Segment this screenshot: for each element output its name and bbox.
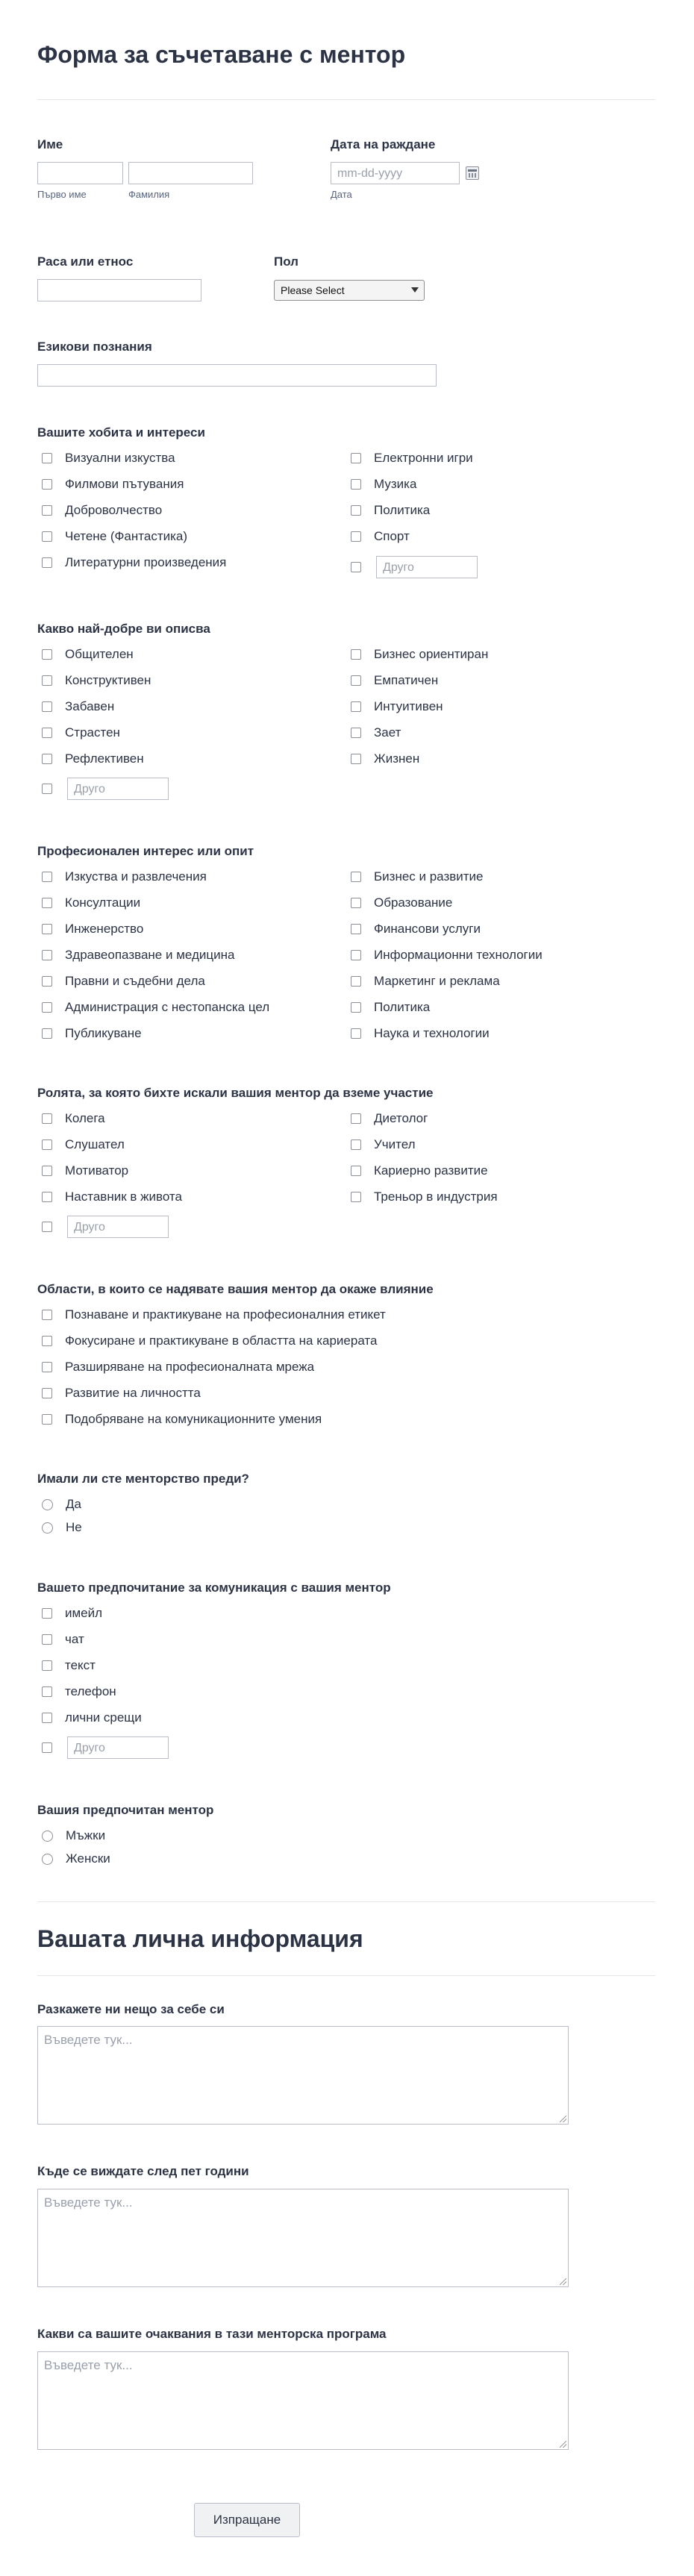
checkbox[interactable]	[42, 728, 52, 738]
communication-label: Вашето предпочитание за комуникация с вашия ментор	[37, 1581, 391, 1595]
checkbox[interactable]	[42, 1660, 52, 1671]
resize-handle-icon[interactable]	[560, 2441, 566, 2448]
role-label: Ролята, за която бихте искали вашия ментор да вземе участие	[37, 1086, 434, 1100]
checkbox[interactable]	[42, 675, 52, 686]
gender-label: Пол	[274, 254, 298, 269]
previous-label: Имали ли сте менторство преди?	[37, 1472, 249, 1486]
professional-option[interactable]: Правни и съдебни дела	[42, 974, 205, 989]
checkbox[interactable]	[351, 950, 361, 960]
role-option[interactable]: Диетолог	[351, 1111, 428, 1126]
checkbox[interactable]	[351, 976, 361, 987]
checkbox[interactable]	[351, 675, 361, 686]
checkbox[interactable]	[42, 1414, 52, 1425]
checkbox[interactable]	[351, 649, 361, 660]
expectations-label: Какви са вашите очаквания в тази менторска програма	[37, 2327, 387, 2341]
checkbox[interactable]	[42, 1139, 52, 1150]
radio[interactable]	[42, 1499, 53, 1510]
professional-option[interactable]: Инженерство	[42, 922, 143, 937]
checkbox[interactable]	[42, 1192, 52, 1202]
describe-option[interactable]: Интуитивен	[351, 699, 443, 714]
checkbox[interactable]	[351, 728, 361, 738]
divider	[37, 1975, 655, 1976]
describe-option[interactable]: Емпатичен	[351, 673, 438, 688]
last-name-input[interactable]	[128, 162, 253, 184]
role-option[interactable]: Слушател	[42, 1137, 125, 1152]
describe-option[interactable]: Забавен	[42, 699, 114, 714]
divider	[37, 1901, 655, 1902]
checkbox[interactable]	[42, 531, 52, 542]
checkbox[interactable]	[351, 701, 361, 712]
chevron-down-icon	[411, 287, 419, 293]
role-option[interactable]: Треньор в индустрия	[351, 1189, 498, 1204]
divider	[37, 99, 655, 100]
areas-label: Области, в които се надявате вашия ментор да окаже влияние	[37, 1282, 434, 1296]
checkbox[interactable]	[42, 1166, 52, 1176]
checkbox[interactable]	[42, 1113, 52, 1124]
race-input[interactable]	[37, 279, 201, 301]
hobby-option[interactable]: Електронни игри	[351, 451, 473, 466]
professional-option[interactable]: Здравеопазване и медицина	[42, 948, 234, 963]
first-name-sublabel: Първо име	[37, 189, 87, 200]
describe-other-option[interactable]	[42, 784, 65, 794]
preferred-option-male[interactable]: Мъжки	[42, 1828, 105, 1843]
languages-input[interactable]	[37, 364, 437, 387]
professional-option[interactable]: Финансови услуги	[351, 922, 481, 937]
professional-option[interactable]: Консултации	[42, 895, 140, 910]
race-label: Раса или етнос	[37, 254, 134, 269]
checkbox[interactable]	[351, 754, 361, 764]
radio[interactable]	[42, 1854, 53, 1865]
professional-option[interactable]: Образование	[351, 895, 452, 910]
communication-option[interactable]: имейл	[42, 1606, 102, 1621]
hobby-option[interactable]: Четене (Фантастика)	[42, 529, 187, 544]
hobby-other-option[interactable]	[351, 562, 374, 572]
areas-option[interactable]: Подобряване на комуникационните умения	[42, 1412, 322, 1427]
checkbox[interactable]	[351, 1028, 361, 1039]
professional-option[interactable]: Маркетинг и реклама	[351, 974, 500, 989]
role-option[interactable]: Колега	[42, 1111, 105, 1126]
checkbox[interactable]	[42, 924, 52, 934]
role-option[interactable]: Учител	[351, 1137, 416, 1152]
preferred-label: Вашия предпочитан ментор	[37, 1803, 214, 1817]
name-label: Име	[37, 137, 63, 151]
hobby-option[interactable]: Музика	[351, 477, 416, 492]
professional-option[interactable]: Информационни технологии	[351, 948, 543, 963]
birth-date-placeholder: mm-dd-yyyy	[337, 167, 403, 180]
communication-other-input[interactable]: Друго	[67, 1736, 169, 1759]
professional-label: Професионален интерес или опит	[37, 844, 254, 858]
checkbox[interactable]	[42, 1608, 52, 1619]
about-yourself-textarea[interactable]: Въведете тук...	[37, 2026, 569, 2125]
checkbox[interactable]	[42, 754, 52, 764]
birth-date-label: Дата на раждане	[331, 137, 436, 151]
hobby-option[interactable]: Визуални изкуства	[42, 451, 175, 466]
professional-option[interactable]: Публикуване	[42, 1026, 142, 1041]
describe-option[interactable]: Рефлективен	[42, 751, 144, 766]
checkbox[interactable]	[351, 1166, 361, 1176]
five-years-label: Къде се виждате след пет години	[37, 2164, 249, 2178]
role-option[interactable]: Мотиватор	[42, 1163, 128, 1178]
professional-option[interactable]: Политика	[351, 1000, 430, 1015]
describe-other-input[interactable]: Друго	[67, 778, 169, 800]
checkbox[interactable]	[351, 562, 361, 572]
gender-select[interactable]	[274, 280, 425, 301]
professional-option[interactable]: Администрация с нестопанска цел	[42, 1000, 269, 1015]
previous-option-no[interactable]: Не	[42, 1520, 82, 1535]
professional-option[interactable]: Изкуства и развлечения	[42, 869, 207, 884]
checkbox[interactable]	[42, 453, 52, 463]
checkbox[interactable]	[42, 479, 52, 490]
communication-option[interactable]: лични срещи	[42, 1710, 142, 1725]
radio[interactable]	[42, 1522, 53, 1534]
checkbox[interactable]	[351, 924, 361, 934]
checkbox[interactable]	[351, 872, 361, 882]
checkbox[interactable]	[42, 701, 52, 712]
first-name-input[interactable]	[37, 162, 123, 184]
checkbox[interactable]	[351, 531, 361, 542]
checkbox[interactable]	[42, 1310, 52, 1320]
checkbox[interactable]	[42, 1388, 52, 1398]
checkbox[interactable]	[42, 898, 52, 908]
communication-other-option[interactable]	[42, 1742, 65, 1753]
role-option[interactable]: Наставник в живота	[42, 1189, 182, 1204]
checkbox[interactable]	[42, 1028, 52, 1039]
languages-label: Езикови познания	[37, 340, 152, 354]
birth-date-sublabel: Дата	[331, 189, 352, 200]
communication-option[interactable]: чат	[42, 1632, 84, 1647]
hobby-other-input[interactable]: Друго	[376, 556, 478, 578]
personal-heading: Вашата лична информация	[37, 1925, 363, 1952]
checkbox[interactable]	[42, 1222, 52, 1232]
resize-handle-icon[interactable]	[560, 2278, 566, 2285]
five-years-textarea[interactable]: Въведете тук...	[37, 2189, 569, 2287]
checkbox[interactable]	[42, 1362, 52, 1372]
checkbox[interactable]	[42, 1634, 52, 1645]
checkbox[interactable]	[42, 1336, 52, 1346]
communication-option[interactable]: текст	[42, 1658, 96, 1673]
preferred-option-female[interactable]: Женски	[42, 1851, 110, 1866]
last-name-sublabel: Фамилия	[128, 189, 170, 200]
hobby-option[interactable]: Филмови пътувания	[42, 477, 184, 492]
checkbox[interactable]	[42, 1713, 52, 1723]
checkbox[interactable]	[351, 1139, 361, 1150]
hobbies-label: Вашите хобита и интереси	[37, 425, 205, 440]
checkbox[interactable]	[42, 557, 52, 568]
checkbox[interactable]	[351, 1113, 361, 1124]
birth-date-input[interactable]	[331, 162, 460, 184]
gender-select-value: Please Select	[281, 284, 345, 296]
checkbox[interactable]	[351, 505, 361, 516]
role-option[interactable]: Кариерно развитие	[351, 1163, 488, 1178]
checkbox[interactable]	[351, 1002, 361, 1013]
calendar-icon[interactable]	[466, 166, 479, 180]
checkbox[interactable]	[42, 872, 52, 882]
previous-option-yes[interactable]: Да	[42, 1497, 81, 1512]
describe-option[interactable]: Жизнен	[351, 751, 419, 766]
describe-option[interactable]: Бизнес ориентиран	[351, 647, 488, 662]
role-other-input[interactable]: Друго	[67, 1216, 169, 1238]
areas-option[interactable]: Фокусиране и практикуване в областта на кариерата	[42, 1334, 377, 1348]
checkbox[interactable]	[42, 976, 52, 987]
checkbox[interactable]	[351, 479, 361, 490]
areas-option[interactable]: Познаване и практикуване на професионалния етикет	[42, 1307, 386, 1322]
checkbox[interactable]	[42, 784, 52, 794]
hobby-option[interactable]: Политика	[351, 503, 430, 518]
form-title: Форма за съчетаване с ментор	[37, 41, 406, 68]
describe-option[interactable]: Зает	[351, 725, 401, 740]
resize-handle-icon[interactable]	[560, 2116, 566, 2122]
checkbox[interactable]	[351, 1192, 361, 1202]
checkbox[interactable]	[42, 1686, 52, 1697]
areas-option[interactable]: Разширяване на професионалната мрежа	[42, 1360, 314, 1375]
submit-button[interactable]: Изпращане	[194, 2503, 300, 2537]
expectations-textarea[interactable]: Въведете тук...	[37, 2351, 569, 2450]
hobby-option[interactable]: Спорт	[351, 529, 410, 544]
describe-label: Какво най-добре ви описва	[37, 622, 210, 636]
communication-option[interactable]: телефон	[42, 1684, 116, 1699]
role-other-option[interactable]	[42, 1222, 65, 1232]
areas-option[interactable]: Развитие на личността	[42, 1386, 201, 1401]
hobby-option[interactable]: Доброволчество	[42, 503, 162, 518]
checkbox[interactable]	[351, 898, 361, 908]
describe-option[interactable]: Конструктивен	[42, 673, 151, 688]
checkbox[interactable]	[42, 505, 52, 516]
describe-option[interactable]: Общителен	[42, 647, 134, 662]
describe-option[interactable]: Страстен	[42, 725, 120, 740]
about-yourself-label: Разкажете ни нещо за себе си	[37, 2002, 225, 2016]
professional-option[interactable]: Бизнес и развитие	[351, 869, 484, 884]
checkbox[interactable]	[42, 1742, 52, 1753]
professional-option[interactable]: Наука и технологии	[351, 1026, 490, 1041]
checkbox[interactable]	[42, 1002, 52, 1013]
radio[interactable]	[42, 1831, 53, 1842]
hobby-option[interactable]: Литературни произведения	[42, 555, 226, 570]
checkbox[interactable]	[351, 453, 361, 463]
checkbox[interactable]	[42, 950, 52, 960]
checkbox[interactable]	[42, 649, 52, 660]
